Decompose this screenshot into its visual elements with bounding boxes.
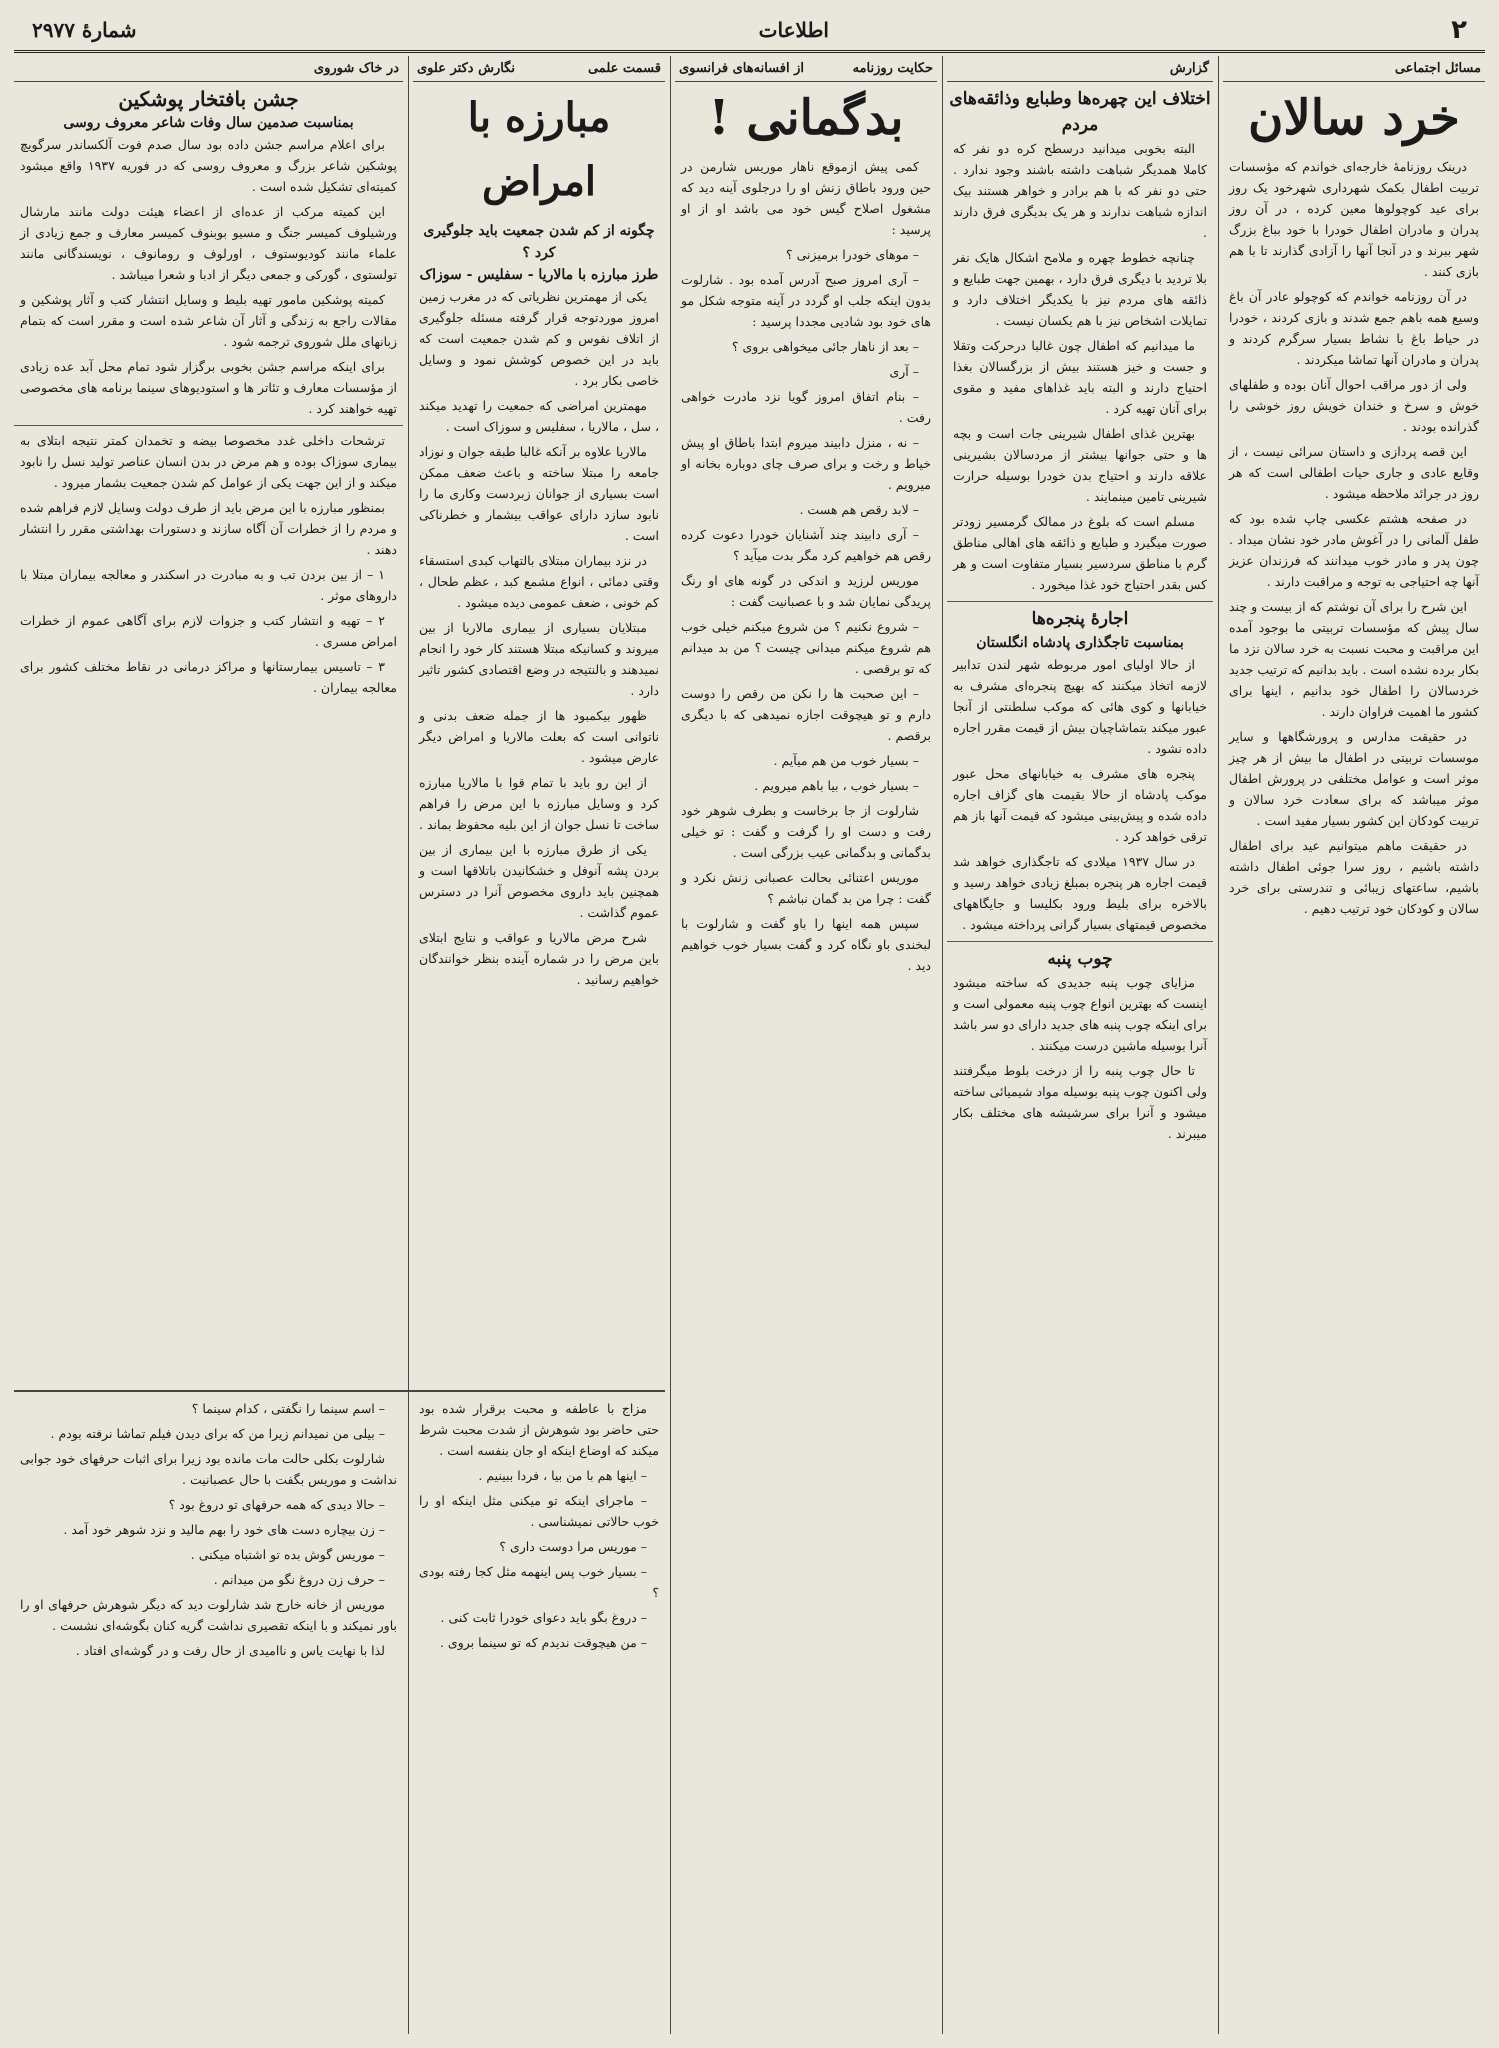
paragraph: – موریس گوش بده تو اشتباه میکنی . — [190, 1547, 385, 1562]
paragraph: ۳ – تاسیس بیمارستانها و مراکز درمانی در نقاط مختلف کشور برای معالجه بیماران . — [20, 659, 397, 695]
story-continuation-rule — [14, 1390, 665, 1392]
column-divider — [408, 56, 409, 2034]
paragraph: موریس از خانه خارج شد شارلوت دید که دیگر شوهرش حرفهای او را باور نمیکند و با اینکه تقصیری نداشت گریه کنان بگوشه‌ای نشست . — [20, 1597, 397, 1633]
article-subtitle: چگونه از کم شدن جمعیت باید جلوگیری کرد ؟ — [423, 223, 655, 261]
paragraph: در حقیقت ماهم میتوانیم عید برای اطفال داشته باشیم ، روز سرا جوئی اطفال داشته باشیم، ساعتهای زیبائی و تندرستی برای خرد سالان و کودکان خود ترتیب دهیم . — [1229, 838, 1479, 916]
paragraph: ولی از دور مراقب احوال آنان بوده و طفلهای خوش و سرخ و خندان خویش روز خوشی را گذرانده بودند . — [1229, 377, 1479, 434]
section-label: قسمت علمی نگارش دکتر علوی — [413, 56, 665, 82]
paragraph: مبتلایان بسیاری از بیماری مالاریا از بین میروند و کسانیکه مبتلا هستند کار خود را انجام نمیدهند و بالنتیجه در وضع اقتصادی کشور تاثیر دارد . — [419, 620, 659, 698]
paragraph: – آری دابیند چند آشنایان خودرا دعوت کرده رقص هم خواهیم کرد مگر بدت میآید ؟ — [681, 527, 931, 563]
windows-title: اجارهٔ پنجره‌ها — [1031, 609, 1129, 629]
masthead — [14, 10, 1485, 53]
paragraph: موریس لرزید و اندکی در گونه های او رنگ پریدگی نمایان شد و با عصبانیت گفت : — [681, 573, 931, 609]
column-mobareze — [413, 56, 665, 1386]
paragraph: – ماجرای اینکه تو میکنی مثل اینکه او را خوب حالاتی نمیشناسی . — [419, 1493, 659, 1529]
paper-name: اطلاعات — [758, 18, 829, 42]
paragraph: در آن روزنامه خواندم که کوچولو عادر آن باغ وسیع همه باهم جمع شدند و بازی کردند ، خودرا در حیاط باغ با نشاط بسیار سرگرم کردند و پدران و مادران آنها تماشا میکردند . — [1229, 289, 1479, 367]
paragraph: این کمیته مرکب از عده‌ای از اعضاء هیئت دولت مانند مارشال ورشیلوف کمیسر جنگ و مسیو بوبنوف کمیسر معارف و جمع زیادی از علماء مانند کودیوستوف ، اورلوف و رومانوف ، نویسندگانی مانند تولستوی ، گورکی و جمعی دیگر از ادبا و شعرا میباشد . — [20, 204, 397, 282]
paragraph: مالاریا علاوه بر آنکه غالبا طبقه جوان و نوزاد جامعه را مبتلا ساخته و باعث ضعف ممکن است بسیاری از جوانان زبردست وکاری ما را نابود سازد دارای عواقب بیشمار و خطرناکی است . — [419, 444, 659, 543]
section-label: مسائل اجتماعی — [1223, 56, 1485, 82]
cork-article — [947, 941, 1213, 1144]
issue-number: شمارهٔ ۲۹۷۷ — [32, 18, 137, 42]
page-number: ۲ — [1451, 15, 1467, 45]
story-continuation-body-a — [413, 1398, 665, 1653]
columns — [14, 56, 1485, 2034]
paragraph: چنانچه خطوط چهره و ملامح اشکال هایک نفر بلا تردید با دیگری فرق دارد ، بهمین جهت طبایع و ذائقه های مردم نیز با یکدیگر اختلاف دارد و تمایلات اشخاص نیز با هم یکسان نیست . — [953, 250, 1207, 328]
paragraph: بمنظور مبارزه با این مرض باید از طرف دولت وسایل لازم فراهم شده و مردم را از خطرات آن آگاه سازند و دستورات بهداشتی مقرر را انتشار دهند . — [20, 500, 397, 557]
paragraph: – بسیار خوب پس اینهمه مثل کجا رفته بودی ؟ — [419, 1564, 659, 1600]
column-khord-salan — [1223, 56, 1485, 2034]
article-title: مبارزه با امراض — [467, 94, 611, 205]
paragraph: – حرف زن دروغ نگو من میدانم . — [213, 1572, 385, 1587]
paragraph: – دروغ بگو باید دعوای خودرا ثابت کنی . — [440, 1610, 647, 1625]
article-subtitle-2: طرز مبارزه با مالاریا - سفلیس - سوزاک — [419, 267, 659, 283]
paragraph: ۲ – تهیه و انتشار کتب و جزوات لازم برای آگاهی عموم از خطرات امراض مسری . — [20, 613, 397, 649]
paragraph: کمی پیش ازموقع ناهار موریس شارمن در حین ورود باطاق زنش او را درجلوی آینه دید که مشغول اصلاح گیس خود می باشد او از او پرسید : — [681, 159, 931, 237]
paragraph: – بسیار خوب ، بیا باهم میرویم . — [754, 778, 919, 793]
article-body — [413, 286, 665, 990]
paragraph: ۱ – از بین بردن تب و به مبادرت در اسکندر و معالجه بیماران مبتلا با داروهای موثر . — [20, 567, 397, 603]
article-body — [1223, 156, 1485, 919]
paragraph: – بسیار خوب من هم میآیم . — [773, 753, 919, 768]
paragraph: برای اینکه مراسم جشن بخوبی برگزار شود تمام محل آبد عده زیادی از مؤسسات معارف و تئاتر ها و استودیوهای سینما برنامه های مخصوصی تهیه خواهند کرد . — [20, 359, 397, 416]
paragraph: ما میدانیم که اطفال چون غالبا درحرکت وتقلا و جست و خیز هستند بیش از بزرگسالان بغذا احتیاج دارند و البته باید غذاهای مفید و مقوی برای آنان تهیه کرد . — [953, 338, 1207, 416]
cork-body — [947, 972, 1213, 1144]
paragraph: – نه ، منزل دابیند میروم ابتدا باطاق او پیش خیاط و رخت و برای صرف چای دوباره بخانه او میرویم . — [681, 435, 931, 492]
paragraph: – شروع نکنیم ؟ من شروع میکنم خیلی خوب هم شروع میکنم میدانی چیست ؟ من بد میدانم که تو برقصی . — [681, 619, 931, 676]
article-title: خرد سالان — [1248, 90, 1460, 146]
story-title: بدگمانی ! — [708, 90, 904, 146]
paragraph: – بنام اتفاق امروز گویا نزد مادرت خواهی رفت . — [681, 389, 931, 425]
paragraph: درینک روزنامهٔ خارجه‌ای خواندم که مؤسسات تربیت اطفال بکمک شهرداری شهرخود یک روز برای عید کوچولوها معین کرده ، در آن روز پدران و مادران اطفال خودرا با خود بباغ بزرگ شهر ببرند و در آنجا آنها را آزادی گذارند تا با هم بازی کنند . — [1229, 159, 1479, 279]
paragraph: – لابد رقص هم هست . — [799, 502, 919, 517]
continued-article — [14, 425, 403, 698]
paragraph: شرح مرض مالاریا و عواقب و نتایج ابتلای باین مرض را در شماره آینده بنظر خوانندگان خواهیم رسانید . — [419, 930, 659, 987]
column-divider — [670, 56, 671, 2034]
paragraph: این قصه پردازی و داستان سرائی نیست ، از وقایع عادی و جاری حیات اطفالی است که هر روز در جرائد ملاحظه میشود . — [1229, 444, 1479, 501]
paragraph: در سال ۱۹۳۷ میلادی که تاجگذاری خواهد شد قیمت اجاره هر پنجره بمبلغ زیادی خواهد رسید و بالاخره برای بلیط ورود بکلیسا و جایگاههای مخصوص قیمتهای بسیار گرانی پرداخته میشود . — [953, 854, 1207, 932]
article-title: جشن بافتخار پوشکین — [118, 87, 299, 111]
paragraph: مسلم است که بلوغ در ممالک گرمسیر زودتر صورت میگیرد و طبایع و ذائقه های اهالی مناطق گرم با مناطق سردسیر بسیار متفاوت است و هر کس بقدر احتیاج خود غذا میخورد . — [953, 514, 1207, 592]
paragraph: در نزد بیماران مبتلای بالتهاب کبدی استسقاء وقتی دمائی ، انواع مشمع کبد ، عظم طحال ، کم خونی ، ضعف عمومی دیده میشود . — [419, 553, 659, 610]
paragraph: بهترین غذای اطفال شیرینی جات است و بچه ها و حتی جوانها بیشتر از مردسالان بشیرینی علاقه دارند و احتیاج بدن خودرا بوسیله حرارت شیرینی تامین مینمایند . — [953, 426, 1207, 504]
windows-body — [947, 654, 1213, 935]
paragraph: از این رو باید با تمام قوا با مالاریا مبارزه کرد و وسایل مبارزه با این مرض را فراهم ساخت تا نسل جوان از این بلیه محفوظ بماند . — [419, 775, 659, 832]
paragraph: مزاج با عاطفه و محبت برقرار شده بود حتی حاضر بود شوهرش از شدت محبت شرط میکند که اوضاع اینکه او جان بنفسه است . — [419, 1401, 659, 1458]
paragraph: البته بخوبی میدانید درسطح کره دو نفر که کاملا همدیگر شباهت داشته باشند وجود ندارد . حتی دو نفر که با هم برادر و خواهر هستند بیک اندازه شباهت ندارند و هر یک بدیگری فرق دارند . — [953, 141, 1207, 240]
article-body — [14, 134, 403, 419]
paragraph: شارلوت بکلی حالت مات مانده بود زیرا برای اثبات حرفهای خود جوابی نداشت و موریس بگفت با حال عصبانیت . — [20, 1451, 397, 1487]
paragraph: موریس اعتنائی بحالت عصبانی زنش نکرد و گفت : چرا من بد گمان نباشم ؟ — [681, 870, 931, 906]
paragraph: – من هیچوقت ندیدم که تو سینما بروی . — [439, 1635, 647, 1650]
paragraph: یکی از طرق مبارزه با این بیماری از بین بردن پشه آنوفل و خشکانیدن باتلاقها است و همچنین باید داروی مخصوص آنرا در دسترس عموم گذاشت . — [419, 842, 659, 920]
paragraph: لذا با نهایت یاس و ناامیدی از حال رفت و در گوشه‌ای افتاد . — [75, 1643, 385, 1658]
section-label: حکایت روزنامه از افسانه‌های فرانسوی — [675, 56, 937, 82]
column-divider — [942, 56, 943, 2034]
column-badgomani — [675, 56, 937, 2034]
paragraph: – حالا دیدی که همه حرفهای تو دروغ بود ؟ — [168, 1497, 385, 1512]
paragraph: – موهای خودرا برمیزنی ؟ — [785, 247, 919, 262]
paragraph: پنجره های مشرف به خیابانهای محل عبور موکب پادشاه از حالا بقیمت های گزاف اجاره داده شده و پیش‌بینی میشود که قیمت آنها باز هم ترقی خواهد کرد . — [953, 766, 1207, 844]
paragraph: سپس همه اینها را باو گفت و شارلوت با لبخندی باو نگاه کرد و گفت بسیار خوب خواهیم دید . — [681, 916, 931, 973]
cork-title: چوب پنبه — [1047, 949, 1113, 969]
paragraph: کمیته پوشکین مامور تهیه بلیط و وسایل انتشار کتب و آثار پوشکین و مقالات راجع به زندگی و آثار آن شاعر شده است و مقرر است که بتمام زبانهای ملل شوروی ترجمه شود . — [20, 292, 397, 349]
paragraph: – آری — [889, 364, 919, 379]
paragraph: – آری امروز صبح آدرس آمده بود . شارلوت بدون اینکه جلب او گردد در آینه متوجه شکل مو های خود بود شادیی مجددا پرسید : — [681, 272, 931, 329]
paragraph: در حقیقت مدارس و پرورشگاهها و سایر موسسات تربیتی در اطفال ما بیش از هر چیز موثر است و عوامل مختلفی در پرورش اطفال موثر میباشد که برای سعادت خرد سالان و تربیت کودکان این کشور بسیار مفید است . — [1229, 729, 1479, 828]
column-divider — [1218, 56, 1219, 2034]
paragraph: – زن بیچاره دست های خود را بهم مالید و نزد شوهر خود آمد . — [63, 1522, 385, 1537]
column-ekhtelaf — [947, 56, 1213, 2034]
story-continuation-body-b — [14, 1398, 403, 1661]
paragraph: برای اعلام مراسم جشن داده بود سال صدم فوت آلکساندر سرگویچ پوشکین شاعر بزرگ و معروف روسی که در فوریه ۱۹۳۷ واقع میشود کمیته‌ای تشکیل شده است . — [20, 137, 397, 194]
continued-body — [14, 430, 403, 698]
windows-article — [947, 601, 1213, 935]
paragraph: یکی از مهمترین نظریاتی که در مغرب زمین امروز موردتوجه قرار گرفته مسئله جلوگیری از اتلاف نفوس و کم شدن جمعیت است که باید در این خصوص کوشش نمود و وسایل خاصی بکار برد . — [419, 289, 659, 388]
story-continuation-b — [14, 1398, 403, 2034]
paragraph: مهمترین امراضی که جمعیت را تهدید میکند ، سل ، مالاریا ، سفلیس و سوزاک است . — [419, 398, 659, 434]
paragraph: – موریس مرا دوست داری ؟ — [499, 1539, 647, 1554]
paragraph: – بعد از ناهار جائی میخواهی بروی ؟ — [731, 339, 919, 354]
paragraph: – بیلی من نمیدانم زیرا من که برای دیدن فیلم تماشا نرفته بودم . — [50, 1426, 385, 1441]
paragraph: این شرح را برای آن نوشتم که از بیست و چند سال پیش که مؤسسات تربیتی ما بوجود آمده این مراقبت و محبت نسبت به خرد سالان نزد ما بکار برده نشده است . باید بدانیم که ترتیب جدید خردسالان را اطفال خود بدانیم ، اینها برای کشور ما اهمیت فراوان دارند . — [1229, 599, 1479, 719]
paragraph: ترشحات داخلی غدد مخصوصا بیضه و تخمدان کمتر نتیجه ابتلای به بیماری سوزاک بوده و هم مرض در بدن انسان عناصر تولید نسل را نابود میکند و از این جهت یکی از عوامل کم شدن جمعیت بشمار میرود . — [20, 433, 397, 490]
paragraph: تا حال چوب پنبه را از درخت بلوط میگرفتند ولی اکنون چوب پنبه بوسیله مواد شیمیائی ساخته میشود و آنرا برای سرشیشه های مختلف بکار میبرند . — [953, 1063, 1207, 1141]
paragraph: شارلوت از جا برخاست و بطرف شوهر خود رفت و دست او را گرفت و گفت : تو خیلی بدگمانی و بدگمانی عیب بزرگی است . — [681, 803, 931, 860]
column-pushkin — [14, 56, 403, 1386]
paragraph: – اینها هم با من بیا ، فردا ببینیم . — [478, 1468, 647, 1483]
windows-subtitle: بمناسبت تاجگذاری پادشاه انگلستان — [976, 635, 1184, 651]
paragraph: – این صحبت ها را نکن من رقص را دوست دارم و تو هیچوقت اجازه نمیدهی که با دیگری برقصم . — [681, 686, 931, 743]
section-label: گزارش — [947, 56, 1213, 82]
paragraph: در صفحه هشتم عکسی چاپ شده بود که طفل آلمانی را در آغوش مادر خود نشان میداد . چون پدر و مادر خوب میدانند که فرزندان عزیز آنها چه احتیاجی به توجه و مراقبت دارند . — [1229, 511, 1479, 589]
paragraph: مزایای چوب پنبه جدیدی که ساخته میشود اینست که بهترین انواع چوب پنبه معمولی است و برای اینکه چوب پنبه های جدید دارای دو سر باشد آنرا بوسیله ماشین درست میکنند . — [953, 975, 1207, 1053]
paragraph: ظهور بیکمبود ها از جمله ضعف بدنی و ناتوانی است که بعلت مالاریا و امراض دیگر عارض میشود . — [419, 708, 659, 765]
section-label: در خاک شوروی — [14, 56, 403, 82]
article-body — [947, 138, 1213, 595]
story-continuation-a — [413, 1398, 665, 2034]
article-subtitle: بمناسبت صدمین سال وفات شاعر معروف روسی — [63, 115, 354, 131]
article-title: اختلاف این چهره‌ها وطبایع وذائقه‌های مردم — [949, 89, 1211, 135]
story-body — [675, 156, 937, 976]
paragraph: از حالا اولیای امور مربوطه شهر لندن تدابیر لازمه اتخاذ میکنند که بهیچ پنجره‌ای مشرف به خیابانها و کوی هائی که موکب سلطنتی از آنجا عبور میکند بتماشاچیان بیش از قیمت مقرر اجاره داده نشود . — [953, 657, 1207, 756]
paragraph: – اسم سینما را نگفتی ، کدام سینما ؟ — [191, 1401, 385, 1416]
